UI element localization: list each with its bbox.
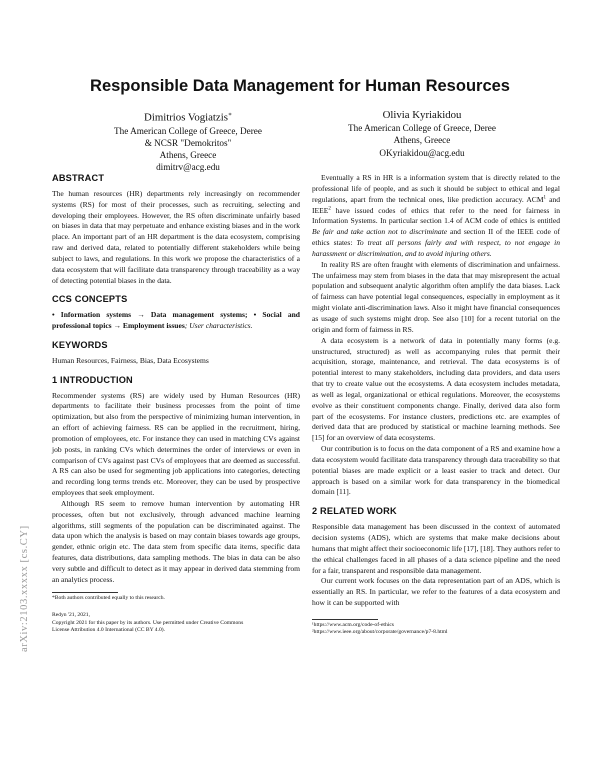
introduction-heading: 1 INTRODUCTION <box>52 374 133 385</box>
author-affiliation: The American College of Greece, Deree <box>114 125 262 136</box>
body-paragraph: Our contribution is to focus on the data component of a RS and examine how a data ecosystem would facilitate data transparency through data traceability so that potential biases are made explicit or a least easier to track and detect. Our approach is based on a similar work for data transparency in the biomedical domain [11]. <box>312 444 560 497</box>
arxiv-stamp: arXiv:2103.xxxxx [cs.CY] <box>19 525 30 652</box>
keywords-heading: KEYWORDS <box>52 339 108 350</box>
left-column <box>52 173 300 635</box>
body-paragraph: Eventually a RS in HR is a information system that is directly related to the professional life of people, and as such it should be subject to ethical and legal regulations, apart from the technical ones, like prediction accuracy. ACM$^1$ and IEEE$^2$ have issued codes of ethics that refer to the need for fairness in Information Systems. In particular section 1.4 of ACM code of ethics is entitled Be fair and take action not to discriminate and section II of the IEEE code of ethics states: To treat all persons fairly and with respect, to not engage in harassment or discrimination, and to avoid injuring others. <box>312 173 560 258</box>
copyright-notice: Copyright 2021 for this paper by its authors. Use permitted under Creative Commons <box>52 619 244 626</box>
footnote-equal-contribution: *Both authors contributed equally to this research. <box>52 594 165 601</box>
author-affiliation: The American College of Greece, Deree <box>348 123 496 133</box>
keywords-text: Human Resources, Fairness, Bias, Data Ecosystems <box>52 355 209 365</box>
footnote-acm-link[interactable]: ¹https://www.acm.org/code-of-ethics <box>312 621 394 628</box>
author-block-2 <box>302 109 542 159</box>
body-paragraph: A data ecosystem is a network of data in potentially many forms (e.g. unstructured, structured) as well as accompanying rules that permit their acquisition, storage, maintenance, and retrieval. The data ecosystems is of potential interest to many stakeholders, including data providers, and data users that try to create value out the ecosystems. A data ecosystem includes metadata, as well as legal, organizational or ethical regulations. Moreover, the ecosystems evolve as their constituent components change. Finally, derived data also form part of the ecosystems. For instance clusters, predictions etc. are examples of derived data that are produced by statistical or machine learning methods. See [15] for an overview of data ecosystems. <box>312 335 560 443</box>
footnote-ieee-link[interactable]: ²https://www.ieee.org/about/corporate/governance/p7-8.html <box>312 629 448 636</box>
author-location: Athens, Greece <box>159 150 217 161</box>
author-email: OKyriakidou@acg.edu <box>379 147 465 158</box>
ccs-text: • Information systems → Data management systems; • Social and professional topics → Employment issues; User characteristics. <box>52 310 300 331</box>
copyright-notice: License Attribution 4.0 International (CC BY 4.0). <box>52 627 166 634</box>
author-email: dimitrv@acg.edu <box>156 162 220 173</box>
venue: Redyn '21, 2021, <box>52 612 90 619</box>
right-column <box>312 173 560 637</box>
paper-title: Responsible Data Management for Human Resources <box>90 77 510 95</box>
abstract-heading: ABSTRACT <box>52 173 105 183</box>
ccs-heading: CCS CONCEPTS <box>52 294 128 305</box>
footnote-rule <box>312 619 378 620</box>
body-paragraph: In reality RS are often fraught with elements of discrimination and unfairness. The unfairness may stem from biases in the data that may misrepresent the actual population and subsequent analytic algorithm often amplify the data biases. Lack of fairness can have potential legal consequences, especially in employment as it might violate anti-discrimination laws. Also it might have financial consequences as usage of such systems might drop. See also [10] for a recent tutorial on the origin and form of fairness in RS. <box>312 259 560 334</box>
body-paragraph: Our current work focuses on the data representation part of an ADS, which is essentially an RS. In particular, we refer to the features of a data ecosystem and how it can be supported with <box>312 576 560 608</box>
footnote-rule <box>52 592 118 593</box>
abstract-text: The human resources (HR) departments rely increasingly on recommender systems (RS) for most of their processes, such as recruiting, selecting and developing their employees. However, the RS often discriminate unfairly based on biases in data that may perpetuate and enhance existing biases and in the work place. An important part of an HR department is the data ecosystem, comprising raw and derived data, related to potentially different stakeholders while being subject to laws, and regulations. In this work we propose the characteristics of a data ecosystem that will facilitate data transparency through traceability as a way of detecting potential biases in the data. <box>52 188 300 285</box>
body-paragraph: Responsible data management has been discussed in the context of automated decision systems (ADS), which are systems that make make decisions about humans that might affect their socioeconomic life [17], [18]. They authors refer to the ethical challenges faced in all phases of a data science pipeline and the need for a fair, transparent and responsible data management. <box>312 522 560 575</box>
author-name: Olivia Kyriakidou <box>382 109 462 121</box>
author-affiliation: & NCSR "Demokritos" <box>144 137 232 148</box>
introduction-paragraph: Although RS seem to remove human intervention by automating HR processes, often but not exclusively, through advanced machine learning algorithms, still segments of the population can be discriminated against. The data upon which the analysis is based on may contain biases towards age groups, gender, ethnic origin etc. The data stem from specific data items, specific data features, data distributions, data sampling methods. The bias in data can be also very subtle and difficult to detect as it may appear in derived data stemming from an analytics process. <box>52 498 300 584</box>
author-block-1 <box>68 109 308 174</box>
related-work-heading: 2 RELATED WORK <box>312 506 397 517</box>
introduction-paragraph: Recommender systems (RS) are widely used by Human Resources (HR) departments to facilitate their business processes from the point of time optimization, but also from the perspective of minimizing human intervention, in an effort of achieving fairness. RS can be applied in the recruitment, hiring, promotion of employees, etc. For instance they can used in matching CVs against job posts, in ranking CVs which determines the order of interviews or even in comparison of CVs against past CVs of employees that are deemed as successful. A RS can also be used for segmenting job applications into categories, detecting and recording long terms trends etc. Moreover, they can be used by prospective employees that seek employment. <box>52 390 300 498</box>
author-name: Dimitrios Vogiatzis∗ <box>144 111 232 124</box>
author-location: Athens, Greece <box>393 135 451 146</box>
